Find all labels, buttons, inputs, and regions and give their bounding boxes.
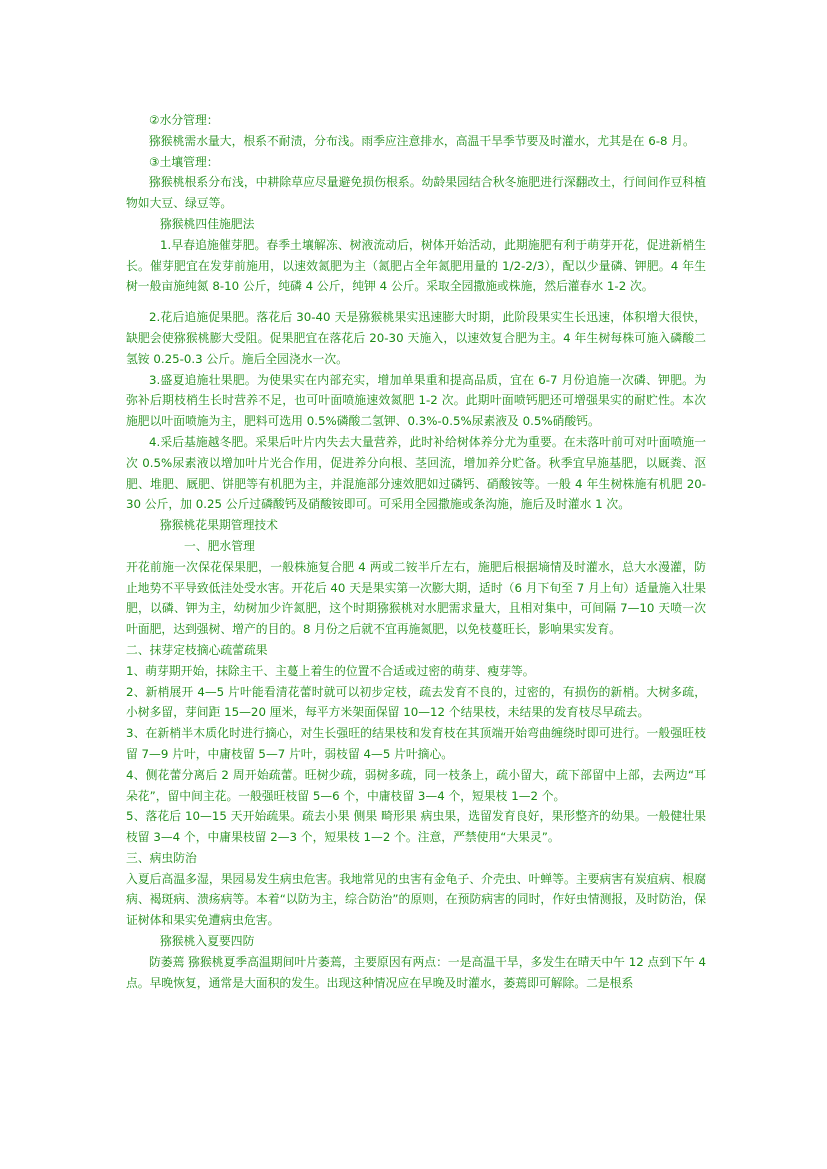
- paragraph-water: 猕猴桃需水量大，根系不耐渍，分布浅。雨季应注意排水，高温干旱季节要及时灌水，尤其是在 6-8 月。: [149, 133, 695, 148]
- section-heading-flowering: 猕猴桃花果期管理技术: [160, 518, 278, 533]
- section-heading-fertilization: 猕猴桃四佳施肥法: [160, 216, 255, 231]
- subheading-soil-management: ③土壤管理：: [149, 154, 219, 169]
- subheading-fertilizer-water: 一、肥水管理: [184, 538, 255, 553]
- paragraph-fert-1: 1.早春追施催芽肥。春季土壤解冻、树液流动后，树体开始活动，此期施肥有利于萌芽开花，促进新梢生长。催芽肥宜在发芽前施用，以速效氮肥为主（氮肥占全年氮肥用量的 1/2-2/3），配以少量磷、钾肥。4 年生树一般亩施纯氮 8-10 公斤，纯磷 4 公斤，纯钾 4 公斤。采取全园撒施或株施，然后灌春水 1-2 次。: [126, 237, 706, 294]
- paragraph-fert-4: 4.采后基施越冬肥。采果后叶片内失去大量营养，此时补给树体养分尤为重要。在未落叶前可对叶面喷施一次 0.5%尿素液以增加叶片光合作用，促进养分向根、茎回流，增加养分贮备。秋季宜早施基肥，以厩粪、沤肥、堆肥、厩肥、饼肥等有机肥为主，并混施部分速效肥如过磷钙、硝酸铵等。一般 4 年生树株施有机肥 20-30 公斤，加 0.25 公斤过磷酸钙及硝酸铵即可。可采用全园撒施或条沟施，施后及时灌水 1 次。: [126, 434, 706, 512]
- blank-line: [126, 297, 706, 307]
- paragraph-soil: 猕猴桃根系分布浅，中耕除草应尽量避免损伤根系。幼龄果园结合秋冬施肥进行深翻改土，行间间作豆科植物如大豆、绿豆等。: [126, 175, 706, 211]
- list-item-1: 1、萌芽期开始，抹除主干、主蔓上着生的位置不合适或过密的萌芽、瘦芽等。: [126, 663, 535, 678]
- section-heading-summer: 猕猴桃入夏要四防: [160, 934, 255, 949]
- list-item-5: 5、落花后 10—15 天开始疏果。疏去小果 侧果 畸形果 病虫果，选留发育良好，果形整齐的幼果。一般健壮果枝留 3—4 个，中庸果枝留 2—3 个，短果枝 1—2 个。注意，严禁使用“大果灵”。: [126, 809, 706, 845]
- paragraph-wilting: 防萎蔫 猕猴桃夏季高温期间叶片萎蔫，主要原因有两点：一是高温干旱，多发生在晴天中午 12 点到下午 4 点。早晚恢复，通常是大面积的发生。出现这种情况应在早晚及时灌水，萎蔫即可解除。二是根系: [126, 954, 706, 990]
- list-item-3: 3、在新梢半木质化时进行摘心，对生长强旺的结果枝和发育枝在其顶端开始弯曲缠绕时即可进行。一般强旺枝留 7—9 片叶，中庸枝留 5—7 片叶，弱枝留 4—5 片叶摘心。: [126, 726, 706, 761]
- subheading-bud-thinning: 二、抹芽定枝摘心疏蕾疏果: [126, 642, 268, 657]
- paragraph-fert-2: 2.花后追施促果肥。落花后 30-40 天是猕猴桃果实迅速膨大时期，此阶段果实生长迅速，体积增大很快，缺肥会使猕猴桃膨大受阻。促果肥宜在落花后 20-30 天施入，以速效复合肥为主。4 年生树每株可施入磷酸二氢铵 0.25-0.3 公斤。施后全园浇水一次。: [126, 310, 706, 366]
- list-item-2: 2、新梢展开 4—5 片叶能看清花蕾时就可以初步定枝，疏去发育不良的，过密的，有损伤的新梢。大树多疏，小树多留，芽间距 15—20 厘米，每平方米架面保留 10—12 个结果枝，未结果的发育枝尽早疏去。: [126, 684, 706, 720]
- document-page: [126, 110, 706, 993]
- paragraph-fertilizer-water: 开花前施一次保花保果肥，一般株施复合肥 4 两或二铵半斤左右，施肥后根据墒情及时灌水，总大水漫灌，防止地势不平导致低洼处受水害。开花后 40 天是果实第一次膨大期，适时（6 月下旬至 7 月上旬）适量施入壮果肥，以磷、钾为主，幼树加少许氮肥，这个时期猕猴桃对水肥需求量大，且相对集中，可间隔 7—10 天喷一次叶面肥，达到强树、增产的目的。8 月份之后就不宜再施氮肥，以免枝蔓旺长，影响果实发育。: [126, 559, 706, 637]
- list-item-4: 4、侧花蕾分离后 2 周开始疏蕾。旺树少疏，弱树多疏，同一枝条上，疏小留大，疏下部留中上部，去两边“耳朵花”，留中间主花。一般强旺枝留 5—6 个，中庸枝留 3—4 个，短果枝 1—2 个。: [126, 767, 706, 803]
- subheading-water-management: ②水分管理：: [149, 113, 219, 127]
- paragraph-fert-3: 3.盛夏追施壮果肥。为使果实在内部充实，增加单果重和提高品质，宜在 6-7 月份追施一次磷、钾肥。为弥补后期枝梢生长时营养不足，也可叶面喷施速效氮肥 1-2 次。此期叶面喷钙肥还可增强果实的耐贮性。本次施肥以叶面喷施为主，肥料可选用 0.5%磷酸二氢钾、0.3%-0.5%尿素液及 0.5%硝酸钙。: [126, 372, 706, 429]
- subheading-pest-control: 三、病虫防治: [126, 850, 197, 865]
- paragraph-pest-control: 入夏后高温多湿，果园易发生病虫危害。我地常见的虫害有金龟子、介壳虫、叶蝉等。主要病害有炭疽病、根腐病、褐斑病、溃疡病等。本着“以防为主，综合防治”的原则，在预防病害的同时，作好虫情测报，及时防治，保证树体和果实免遭病虫危害。: [126, 871, 706, 928]
